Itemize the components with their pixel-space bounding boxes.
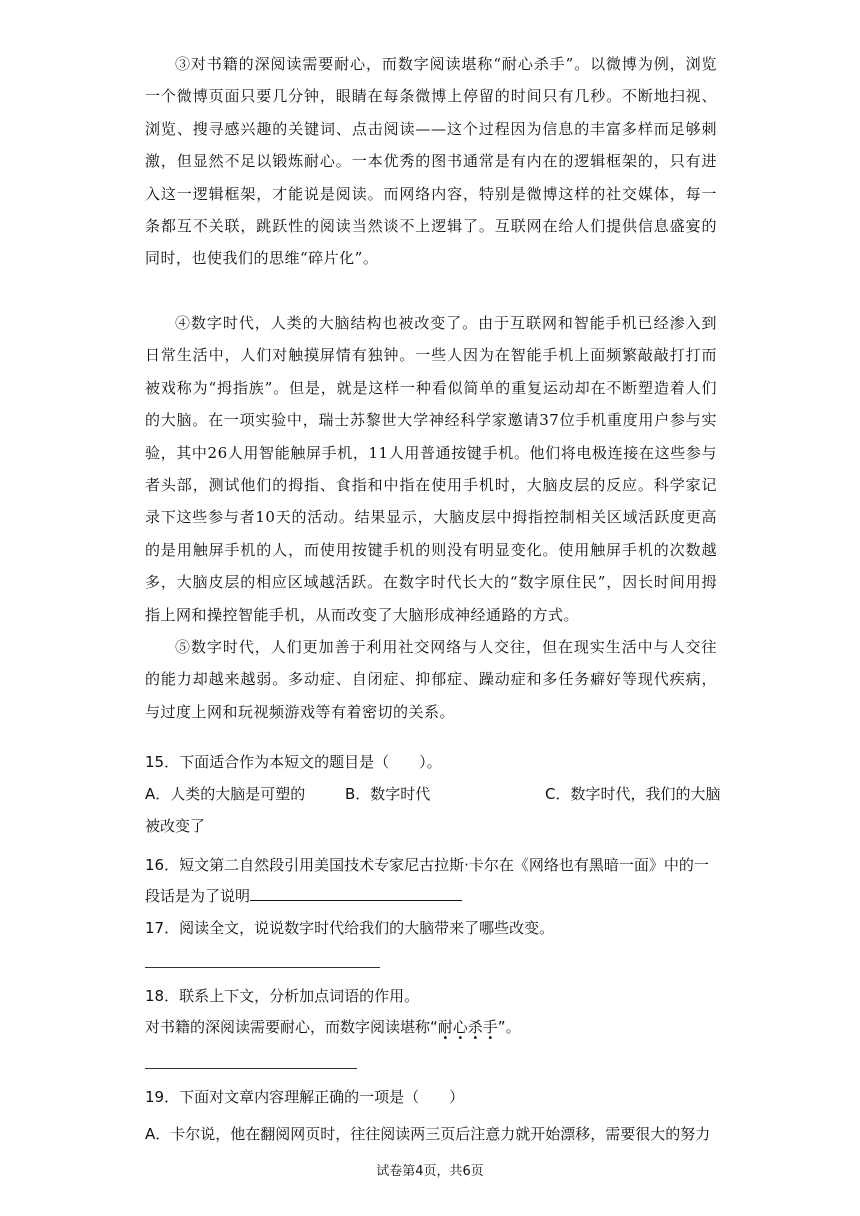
question-16-line-2 xyxy=(145,886,725,906)
dotted-word xyxy=(437,1017,498,1044)
question-18-sentence xyxy=(145,1017,725,1044)
emphasis-dots: • • • • xyxy=(442,1033,494,1044)
option-c[interactable]: C．数字时代，我们的大脑 xyxy=(545,785,721,803)
option-b[interactable]: B．数字时代 xyxy=(345,785,431,803)
paragraph-5: ⑤数字时代，人们更加善于利用社交网络与人交往，但在现实生活中与人交往的能力却越来越弱。多动症、自闭症、抑郁症、躁动症和多任务癖好等现代疾病，与过度上网和玩视频游戏等有着密切的关系。 xyxy=(145,638,717,721)
page-footer: 试卷第4页，共6页 xyxy=(376,1164,484,1179)
option-c-continued: 被改变了 xyxy=(145,817,206,835)
question-16-line-1: 16．短文第二自然段引用美国技术专家尼古拉斯·卡尔在《网络也有黑暗一面》中的一 xyxy=(145,856,709,874)
option-a[interactable]: A．人类的大脑是可塑的 xyxy=(145,785,306,803)
question-15: 15．下面适合作为本短文的题目是（ ）。 xyxy=(145,753,442,771)
answer-line-17[interactable] xyxy=(145,967,380,968)
question-16-text: 段话是为了说明 xyxy=(145,887,251,905)
question-18: 18．联系上下文，分析加点词语的作用。 xyxy=(145,987,420,1005)
sentence-post: ”。 xyxy=(497,1018,521,1036)
question-17: 17．阅读全文，说说数字时代给我们的大脑带来了哪些改变。 xyxy=(145,919,555,937)
answer-blank-16[interactable] xyxy=(250,886,462,901)
question-19-option-a[interactable]: A．卡尔说，他在翻阅网页时，往往阅读两三页后注意力就开始漂移，需要很大的努力 xyxy=(145,1125,711,1143)
dotted-word-text: 耐心杀手 xyxy=(437,1018,498,1036)
question-19: 19．下面对文章内容理解正确的一项是（ ） xyxy=(145,1088,465,1106)
paragraph-3: ③对书籍的深阅读需要耐心，而数字阅读堪称“耐心杀手”。以微博为例，浏览一个微博页面只要几分钟，眼睛在每条微博上停留的时间只有几秒。不断地扫视、浏览、搜寻感兴趣的关键词、点击阅读——这个过程因为信息的丰富多样而足够刺激，但显然不足以锻炼耐心。一本优秀的图书通常是有内在的逻辑框架的，只有进入这一逻辑框架，才能说是阅读。而网络内容，特别是微博这样的社交媒体，每一条都互不关联，跳跃性的阅读当然谈不上逻辑了。互联网在给人们提供信息盛宴的同时，也使我们的思维“碎片化”。 xyxy=(145,55,717,268)
paragraph-4: ④数字时代，人类的大脑结构也被改变了。由于互联网和智能手机已经渗入到日常生活中，人们对触摸屏情有独钟。一些人因为在智能手机上面频繁敲敲打打而被戏称为“拇指族”。但是，就是这样一种看似简单的重复运动却在不断塑造着人们的大脑。在一项实验中，瑞士苏黎世大学神经科学家邀请37位手机重度用户参与实验，其中26人用智能触屏手机，11人用普通按键手机。他们将电极连接在这些参与者头部，测试他们的拇指、食指和中指在使用手机时，大脑皮层的反应。科学家记录下这些参与者10天的活动。结果显示，大脑皮层中拇指控制相关区域活跃度更高的是用触屏手机的人，而使用按键手机的则没有明显变化。使用触屏手机的次数越多，大脑皮层的相应区域越活跃。在数字时代长大的“数字原住民”，因长时间用拇指上网和操控智能手机，从而改变了大脑形成神经通路的方式。 xyxy=(145,314,717,624)
answer-line-18[interactable] xyxy=(145,1068,357,1069)
sentence-pre: 对书籍的深阅读需要耐心，而数字阅读堪称“ xyxy=(145,1018,438,1036)
